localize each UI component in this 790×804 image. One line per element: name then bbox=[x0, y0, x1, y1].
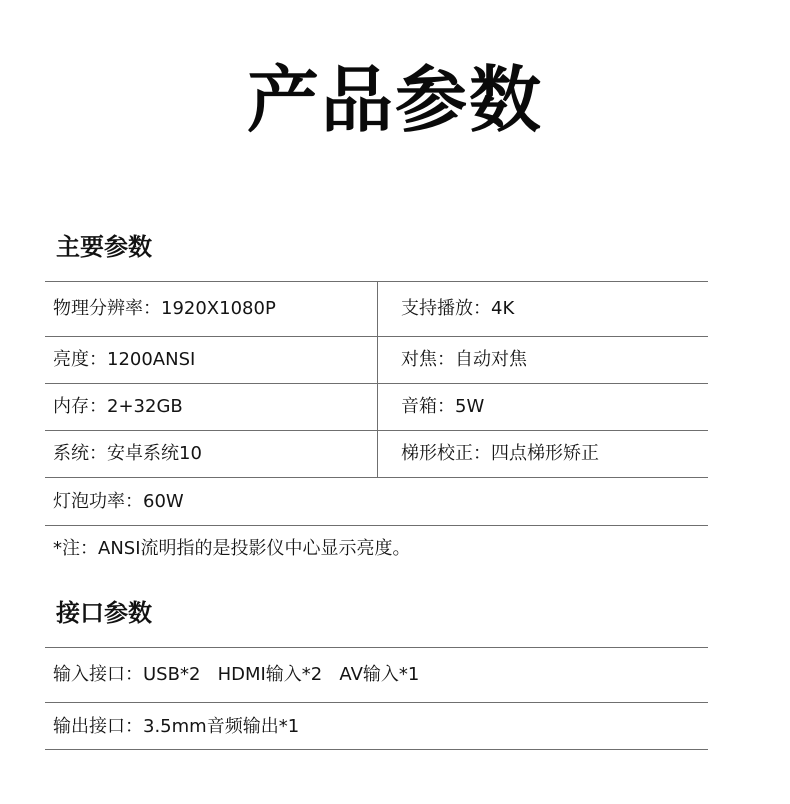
brightness-note: *注：ANSI流明指的是投影仪中心显示亮度。 bbox=[53, 538, 411, 559]
param-playback: 支持播放：4K bbox=[401, 298, 515, 319]
main-params-heading: 主要参数 bbox=[56, 233, 152, 261]
param-brightness: 亮度：1200ANSI bbox=[53, 349, 196, 370]
table-divider bbox=[45, 525, 708, 526]
table-divider bbox=[45, 477, 708, 478]
table-divider bbox=[45, 647, 708, 648]
param-focus: 对焦：自动对焦 bbox=[401, 349, 527, 370]
table-divider bbox=[45, 749, 708, 750]
param-system: 系统：安卓系统10 bbox=[53, 443, 202, 464]
param-output-ports: 输出接口：3.5mm音频输出*1 bbox=[53, 716, 300, 737]
table-divider bbox=[45, 702, 708, 703]
param-resolution: 物理分辨率：1920X1080P bbox=[53, 298, 276, 319]
table-column-divider bbox=[377, 282, 378, 477]
param-speaker: 音箱：5W bbox=[401, 396, 485, 417]
param-input-ports: 输入接口：USB*2 HDMI输入*2 AV输入*1 bbox=[53, 664, 420, 685]
page-title: 产品参数 bbox=[246, 58, 543, 142]
param-memory: 内存：2+32GB bbox=[53, 396, 183, 417]
interface-params-heading: 接口参数 bbox=[56, 599, 152, 627]
param-lamp-power: 灯泡功率：60W bbox=[53, 491, 184, 512]
param-keystone: 梯形校正：四点梯形矫正 bbox=[401, 443, 599, 464]
